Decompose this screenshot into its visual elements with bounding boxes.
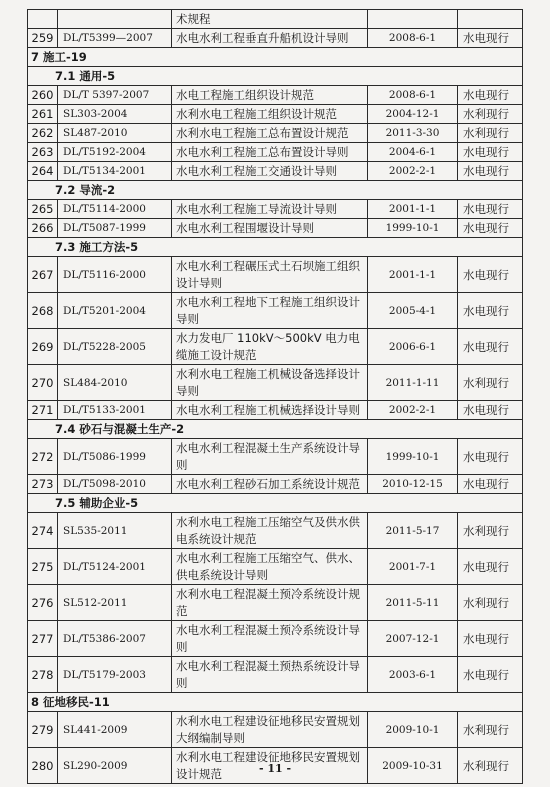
section-heading-row bbox=[28, 67, 523, 86]
standard-name: 水电水利工程混凝土预热系统设计导则 bbox=[172, 657, 368, 693]
status: 水电现行 bbox=[458, 86, 523, 105]
table-row bbox=[28, 293, 523, 329]
standard-number: 278 bbox=[28, 657, 58, 693]
standard-code: DL/T5124-2001 bbox=[58, 549, 172, 585]
effective-date bbox=[368, 10, 458, 29]
effective-date: 2004-6-1 bbox=[368, 143, 458, 162]
effective-date: 2004-12-1 bbox=[368, 105, 458, 124]
standard-name: 水力发电厂 110kV～500kV 电力电缆施工设计规范 bbox=[172, 329, 368, 365]
standards-table bbox=[27, 9, 523, 784]
standard-code bbox=[58, 10, 172, 29]
standard-name: 水电水利工程垂直升船机设计导则 bbox=[172, 29, 368, 48]
status: 水电现行 bbox=[458, 549, 523, 585]
standard-number: 273 bbox=[28, 475, 58, 494]
section-heading-row bbox=[28, 693, 523, 712]
status: 水电现行 bbox=[458, 657, 523, 693]
standard-name: 水利水电工程建设征地移民安置规划设计规范 bbox=[172, 748, 368, 784]
effective-date: 2001-1-1 bbox=[368, 200, 458, 219]
standard-number: 268 bbox=[28, 293, 58, 329]
standard-number: 265 bbox=[28, 200, 58, 219]
section-title: 7.3 施工方法-5 bbox=[28, 238, 523, 257]
standard-name: 水电水利工程施工交通设计导则 bbox=[172, 162, 368, 181]
standard-code: SL303-2004 bbox=[58, 105, 172, 124]
effective-date: 2009-10-31 bbox=[368, 748, 458, 784]
standard-name: 水利水电工程施工组织设计规范 bbox=[172, 105, 368, 124]
table-row bbox=[28, 105, 523, 124]
status: 水利现行 bbox=[458, 124, 523, 143]
status: 水利现行 bbox=[458, 748, 523, 784]
standard-code: DL/T5399—2007 bbox=[58, 29, 172, 48]
effective-date: 2011-3-30 bbox=[368, 124, 458, 143]
status: 水电现行 bbox=[458, 162, 523, 181]
standard-name: 水电水利工程混凝土预冷系统设计导则 bbox=[172, 621, 368, 657]
standard-number: 276 bbox=[28, 585, 58, 621]
status: 水电现行 bbox=[458, 401, 523, 420]
section-title: 7 施工-19 bbox=[28, 48, 523, 67]
status: 水电现行 bbox=[458, 439, 523, 475]
effective-date: 2008-6-1 bbox=[368, 29, 458, 48]
standard-number: 271 bbox=[28, 401, 58, 420]
table-row bbox=[28, 657, 523, 693]
status: 水电现行 bbox=[458, 293, 523, 329]
standard-code: DL/T5192-2004 bbox=[58, 143, 172, 162]
table-row bbox=[28, 162, 523, 181]
status: 水电现行 bbox=[458, 143, 523, 162]
standard-code: SL487-2010 bbox=[58, 124, 172, 143]
table-row bbox=[28, 712, 523, 748]
status: 水电现行 bbox=[458, 219, 523, 238]
standard-code: DL/T5179-2003 bbox=[58, 657, 172, 693]
standard-name: 水利水电工程施工总布置设计规范 bbox=[172, 124, 368, 143]
table-row bbox=[28, 365, 523, 401]
status: 水利现行 bbox=[458, 513, 523, 549]
standard-code: SL441-2009 bbox=[58, 712, 172, 748]
effective-date: 2006-6-1 bbox=[368, 329, 458, 365]
effective-date: 2002-2-1 bbox=[368, 401, 458, 420]
status: 水电现行 bbox=[458, 257, 523, 293]
table-row bbox=[28, 219, 523, 238]
effective-date: 2009-10-1 bbox=[368, 712, 458, 748]
section-heading-row bbox=[28, 494, 523, 513]
status: 水利现行 bbox=[458, 105, 523, 124]
standard-name: 水电水利工程施工压缩空气、供水、供电系统设计导则 bbox=[172, 549, 368, 585]
standard-number: 277 bbox=[28, 621, 58, 657]
effective-date: 2011-5-11 bbox=[368, 585, 458, 621]
table-row bbox=[28, 86, 523, 105]
effective-date: 2011-5-17 bbox=[368, 513, 458, 549]
standard-number: 263 bbox=[28, 143, 58, 162]
standard-number: 264 bbox=[28, 162, 58, 181]
effective-date: 1999-10-1 bbox=[368, 219, 458, 238]
table-row bbox=[28, 29, 523, 48]
section-title: 7.4 砂石与混凝土生产-2 bbox=[28, 420, 523, 439]
status bbox=[458, 10, 523, 29]
effective-date: 2007-12-1 bbox=[368, 621, 458, 657]
section-heading-row bbox=[28, 420, 523, 439]
standard-code: SL484-2010 bbox=[58, 365, 172, 401]
table-row bbox=[28, 143, 523, 162]
standard-name: 术规程 bbox=[172, 10, 368, 29]
standard-name: 水电水利工程地下工程施工组织设计导则 bbox=[172, 293, 368, 329]
status: 水电现行 bbox=[458, 475, 523, 494]
standard-name: 水利水电工程建设征地移民安置规划大纲编制导则 bbox=[172, 712, 368, 748]
effective-date: 2010-12-15 bbox=[368, 475, 458, 494]
standard-code: DL/T5228-2005 bbox=[58, 329, 172, 365]
standard-code: DL/T5133-2001 bbox=[58, 401, 172, 420]
effective-date: 2001-1-1 bbox=[368, 257, 458, 293]
table-row bbox=[28, 257, 523, 293]
status: 水电现行 bbox=[458, 621, 523, 657]
section-heading-row bbox=[28, 238, 523, 257]
standard-number: 280 bbox=[28, 748, 58, 784]
section-title: 8 征地移民-11 bbox=[28, 693, 523, 712]
standard-name: 水电水利工程混凝土生产系统设计导则 bbox=[172, 439, 368, 475]
standard-name: 水电水利工程施工总布置设计导则 bbox=[172, 143, 368, 162]
table-row bbox=[28, 329, 523, 365]
standard-name: 水利水电工程混凝土预冷系统设计规范 bbox=[172, 585, 368, 621]
standard-name: 水电水利工程围堰设计导则 bbox=[172, 219, 368, 238]
table-row bbox=[28, 475, 523, 494]
standard-number: 274 bbox=[28, 513, 58, 549]
effective-date: 2001-7-1 bbox=[368, 549, 458, 585]
standard-code: DL/T5086-1999 bbox=[58, 439, 172, 475]
effective-date: 2011-1-11 bbox=[368, 365, 458, 401]
standard-code: DL/T5087-1999 bbox=[58, 219, 172, 238]
standard-code: DL/T5201-2004 bbox=[58, 293, 172, 329]
status: 水电现行 bbox=[458, 29, 523, 48]
effective-date: 2003-6-1 bbox=[368, 657, 458, 693]
standard-code: DL/T5116-2000 bbox=[58, 257, 172, 293]
standard-number: 262 bbox=[28, 124, 58, 143]
standard-code: SL512-2011 bbox=[58, 585, 172, 621]
standard-name: 水电工程施工组织设计规范 bbox=[172, 86, 368, 105]
standard-code: SL535-2011 bbox=[58, 513, 172, 549]
standard-number: 261 bbox=[28, 105, 58, 124]
table-row bbox=[28, 200, 523, 219]
standards-table-body bbox=[28, 10, 523, 784]
standard-number: 267 bbox=[28, 257, 58, 293]
standard-number: 275 bbox=[28, 549, 58, 585]
table-row bbox=[28, 585, 523, 621]
table-row bbox=[28, 10, 523, 29]
standard-code: DL/T5098-2010 bbox=[58, 475, 172, 494]
table-row bbox=[28, 621, 523, 657]
standard-number: 272 bbox=[28, 439, 58, 475]
standard-number: 270 bbox=[28, 365, 58, 401]
standard-code: DL/T5114-2000 bbox=[58, 200, 172, 219]
table-row bbox=[28, 513, 523, 549]
standard-code: DL/T5134-2001 bbox=[58, 162, 172, 181]
section-heading-row bbox=[28, 181, 523, 200]
standard-name: 水电水利工程砂石加工系统设计规范 bbox=[172, 475, 368, 494]
effective-date: 2005-4-1 bbox=[368, 293, 458, 329]
status: 水利现行 bbox=[458, 712, 523, 748]
status: 水利现行 bbox=[458, 585, 523, 621]
standard-code: SL290-2009 bbox=[58, 748, 172, 784]
effective-date: 2008-6-1 bbox=[368, 86, 458, 105]
section-title: 7.2 导流-2 bbox=[28, 181, 523, 200]
standard-number: 269 bbox=[28, 329, 58, 365]
standard-number: 266 bbox=[28, 219, 58, 238]
page-number: - 11 - bbox=[258, 762, 292, 775]
section-heading-row bbox=[28, 48, 523, 67]
standard-number: 260 bbox=[28, 86, 58, 105]
standard-code: DL/T 5397-2007 bbox=[58, 86, 172, 105]
section-title: 7.1 通用-5 bbox=[28, 67, 523, 86]
standard-name: 水利水电工程施工压缩空气及供水供电系统设计规范 bbox=[172, 513, 368, 549]
standard-code: DL/T5386-2007 bbox=[58, 621, 172, 657]
standard-name: 水电水利工程施工导流设计导则 bbox=[172, 200, 368, 219]
section-title: 7.5 辅助企业-5 bbox=[28, 494, 523, 513]
status: 水电现行 bbox=[458, 200, 523, 219]
table-row bbox=[28, 439, 523, 475]
effective-date: 2002-2-1 bbox=[368, 162, 458, 181]
standard-number bbox=[28, 10, 58, 29]
table-row bbox=[28, 401, 523, 420]
standard-name: 水利水电工程施工机械设备选择设计导则 bbox=[172, 365, 368, 401]
table-row bbox=[28, 124, 523, 143]
standard-name: 水电水利工程施工机械选择设计导则 bbox=[172, 401, 368, 420]
effective-date: 1999-10-1 bbox=[368, 439, 458, 475]
table-row bbox=[28, 549, 523, 585]
standard-number: 279 bbox=[28, 712, 58, 748]
standard-number: 259 bbox=[28, 29, 58, 48]
standard-name: 水电水利工程碾压式土石坝施工组织设计导则 bbox=[172, 257, 368, 293]
status: 水电现行 bbox=[458, 329, 523, 365]
status: 水利现行 bbox=[458, 365, 523, 401]
